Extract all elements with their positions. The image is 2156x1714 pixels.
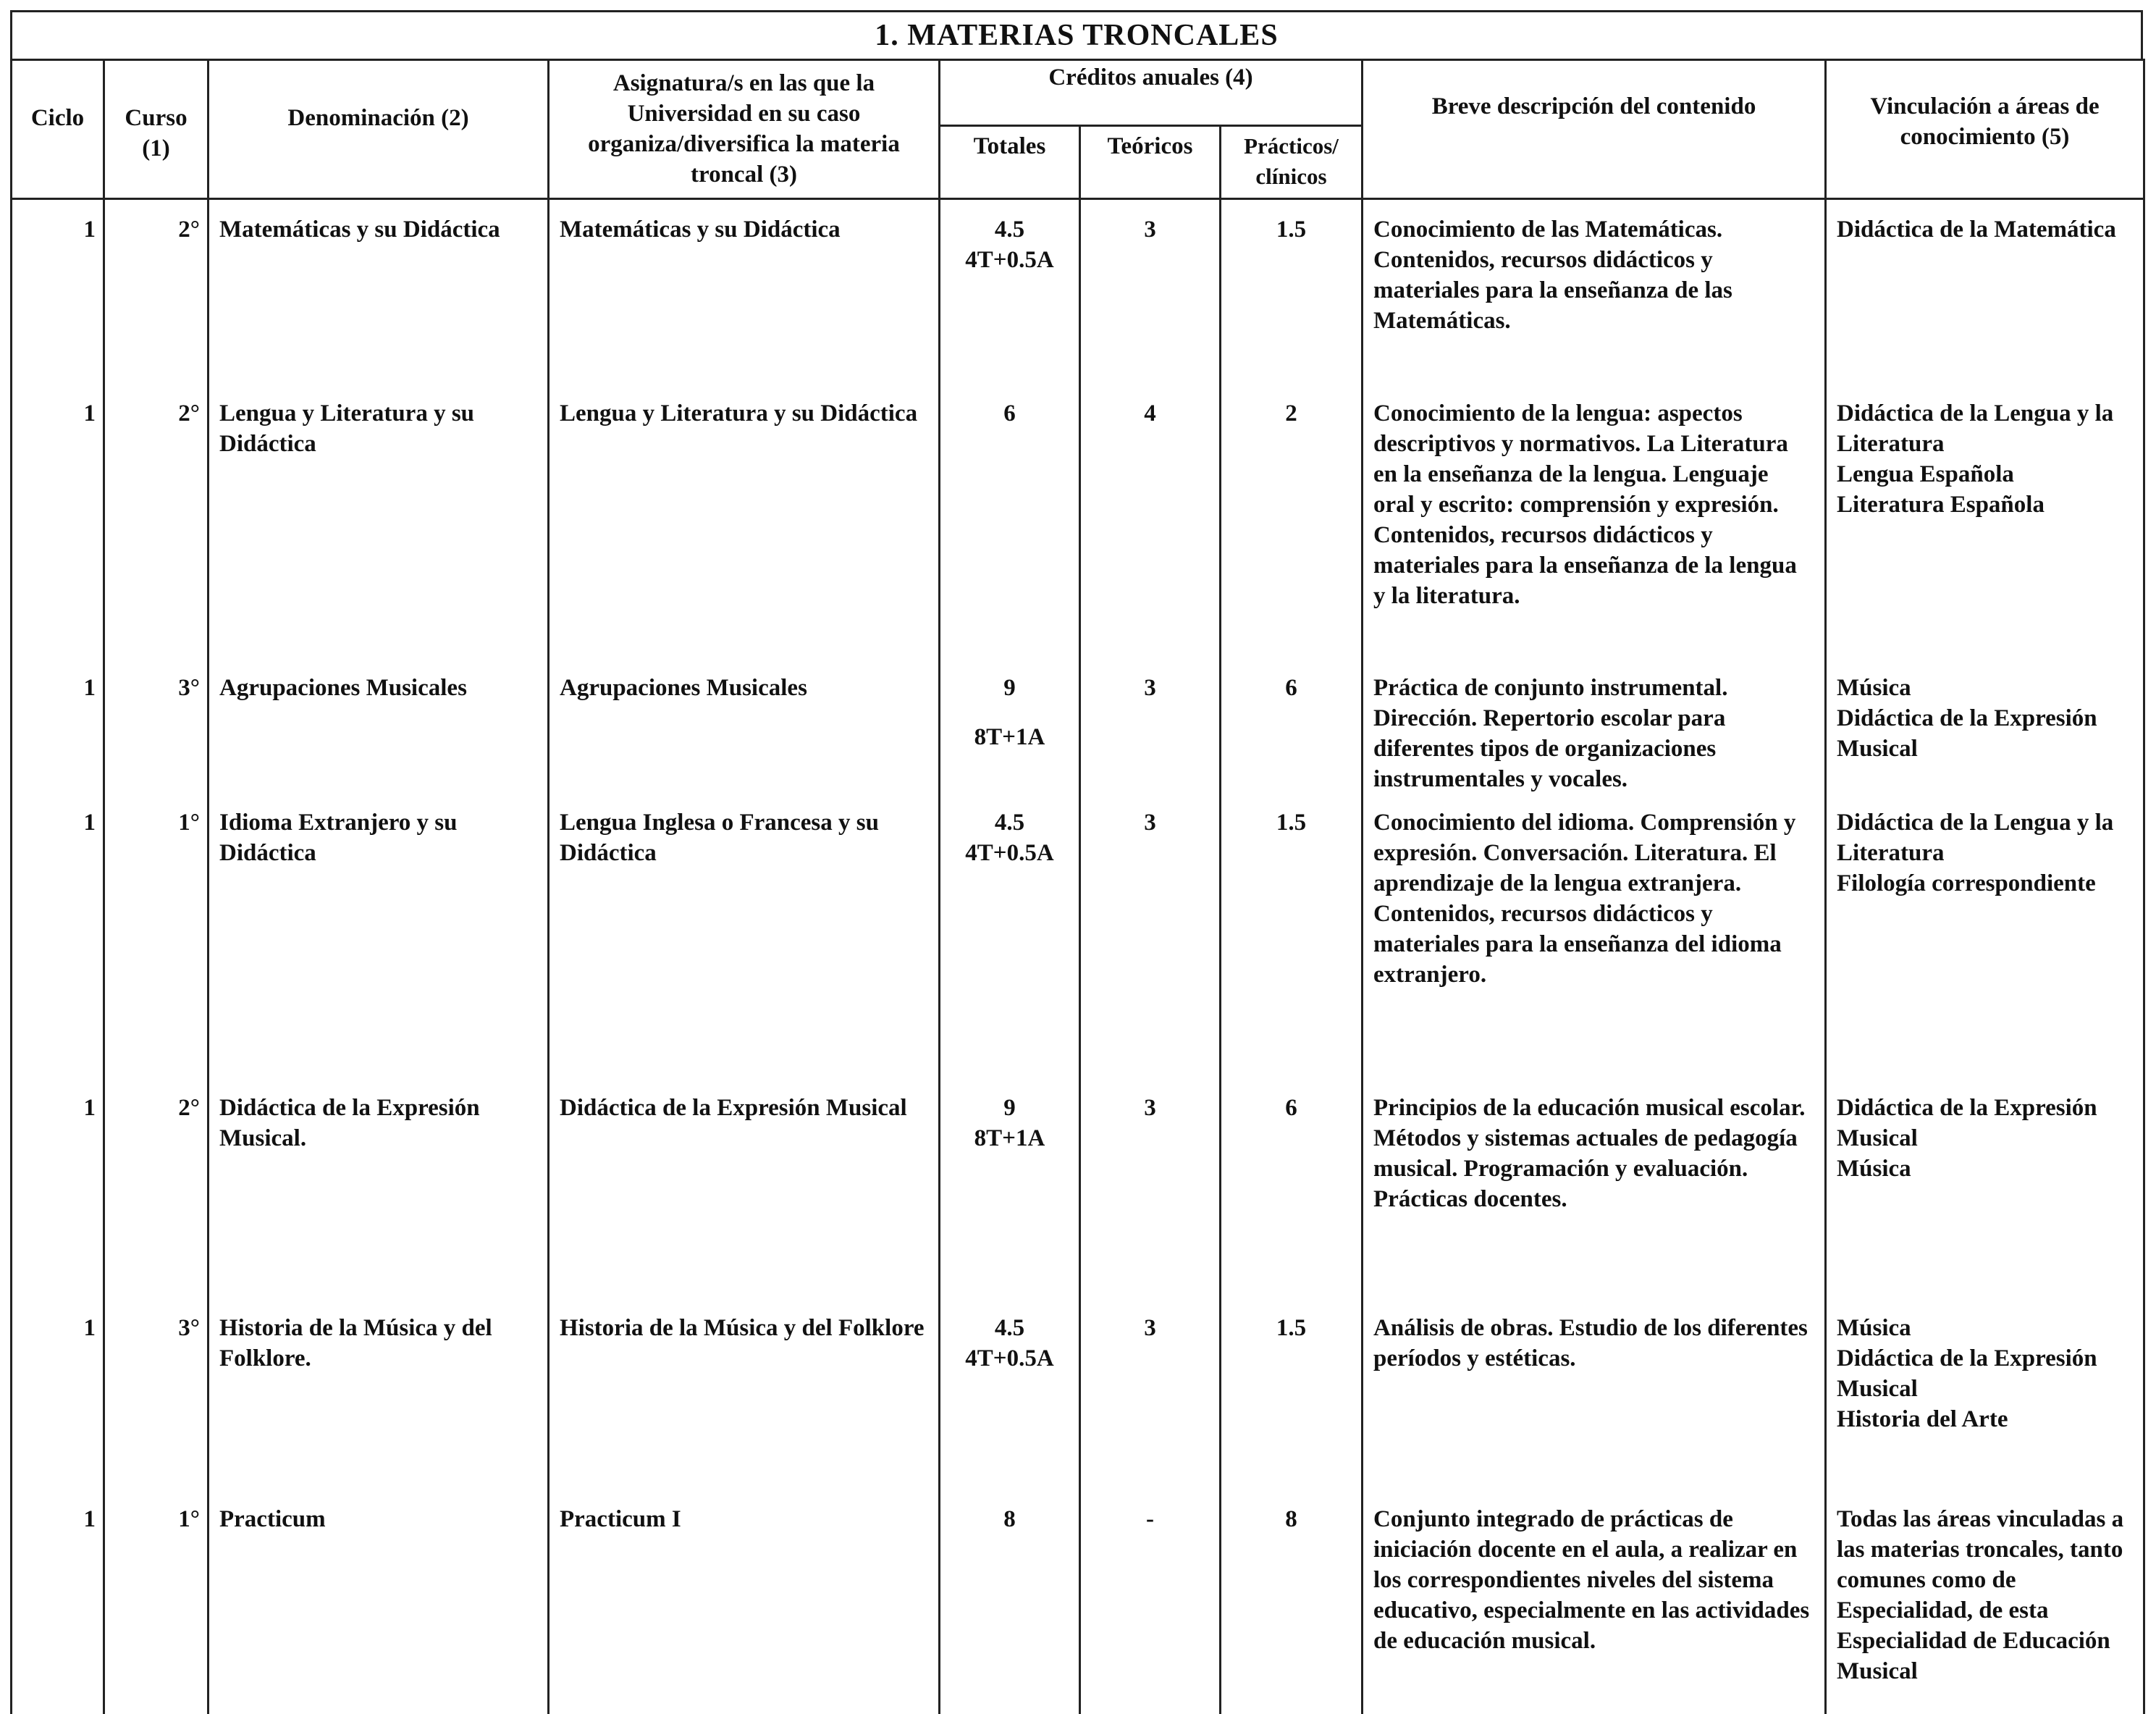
cell-denominacion: Didáctica de la Expresión Musical. (209, 1083, 549, 1303)
cell-ciclo: 1 (12, 1083, 104, 1303)
cell-descripcion: Conocimiento del idioma. Comprensión y expresión. Conversación. Literatura. El aprendizaje de la lengua extranjera. Contenidos, recursos didácticos y materiales para la enseñanza del idioma extranjero. (1363, 797, 1826, 1083)
cell-asignatura: Matemáticas y su Didáctica (549, 199, 940, 389)
cell-practicos: 8 (1221, 1494, 1363, 1714)
cell-teoricos: 3 (1080, 663, 1221, 797)
cell-totales (940, 663, 1080, 797)
cell-ciclo: 1 (12, 388, 104, 663)
cell-teoricos: 3 (1080, 797, 1221, 1083)
cell-denominacion: Idioma Extranjero y su Didáctica (209, 797, 549, 1083)
cell-teoricos: - (1080, 1494, 1221, 1714)
table-row (12, 663, 2144, 797)
cell-practicos: 1.5 (1221, 199, 1363, 389)
table-row (12, 388, 2144, 663)
cell-teoricos: 3 (1080, 199, 1221, 389)
totales-value: 4.5 (994, 810, 1025, 836)
totales-detalle: 4T+0.5A (965, 840, 1054, 866)
cell-descripcion: Conocimiento de las Matemáticas. Contenidos, recursos didácticos y materiales para la enseñanza de las Matemáticas. (1363, 199, 1826, 389)
cell-descripcion: Conjunto integrado de prácticas de iniciación docente en el aula, a realizar en los correspondientes niveles del sistema educativo, especialmente en las actividades de educación musical. (1363, 1494, 1826, 1714)
cell-practicos: 2 (1221, 388, 1363, 663)
cell-asignatura: Lengua Inglesa o Francesa y su Didáctica (549, 797, 940, 1083)
cell-vinculacion: Música Didáctica de la Expresión Musical Historia del Arte (1826, 1303, 2144, 1494)
cell-vinculacion: Didáctica de la Lengua y la Literatura Filología correspondiente (1826, 797, 2144, 1083)
cell-vinculacion: Didáctica de la Lengua y la Literatura Lengua Española Literatura Española (1826, 388, 2144, 663)
header-asignatura: Asignatura/s en las que la Universidad en su caso organiza/diversifica la materia troncal (3) (549, 60, 940, 199)
cell-asignatura: Historia de la Música y del Folklore (549, 1303, 940, 1494)
cell-practicos: 6 (1221, 1083, 1363, 1303)
cell-descripcion: Práctica de conjunto instrumental. Dirección. Repertorio escolar para diferentes tipos de organizaciones instrumentales y vocales. (1363, 663, 1826, 797)
table-row (12, 797, 2144, 1083)
header-creditos: Créditos anuales (4) (940, 60, 1363, 126)
cell-totales (940, 1494, 1080, 1714)
totales-detalle: 4T+0.5A (965, 247, 1054, 273)
cell-teoricos: 3 (1080, 1303, 1221, 1494)
cell-curso: 1° (104, 1494, 209, 1714)
cell-practicos: 6 (1221, 663, 1363, 797)
cell-practicos: 1.5 (1221, 797, 1363, 1083)
cell-denominacion: Historia de la Música y del Folklore. (209, 1303, 549, 1494)
cell-vinculacion: Didáctica de la Matemática (1826, 199, 2144, 389)
cell-curso: 2° (104, 199, 209, 389)
header-vinculacion: Vinculación a áreas de conocimiento (5) (1826, 60, 2144, 199)
cell-ciclo: 1 (12, 663, 104, 797)
cell-denominacion: Practicum (209, 1494, 549, 1714)
totales-value: 4.5 (994, 217, 1025, 243)
cell-practicos: 1.5 (1221, 1303, 1363, 1494)
cell-vinculacion: Todas las áreas vinculadas a las materias troncales, tanto comunes como de Especialidad, de esta Especialidad de Educación Musical (1826, 1494, 2144, 1714)
page-title: 1. MATERIAS TRONCALES (10, 10, 2143, 61)
cell-teoricos: 4 (1080, 388, 1221, 663)
cell-descripcion: Análisis de obras. Estudio de los diferentes períodos y estéticas. (1363, 1303, 1826, 1494)
header-denominacion: Denominación (2) (209, 60, 549, 199)
header-practicos: Prácticos/ clínicos (1221, 126, 1363, 199)
cell-asignatura: Practicum I (549, 1494, 940, 1714)
materias-table (10, 59, 2145, 1714)
table-row (12, 199, 2144, 389)
cell-descripcion: Principios de la educación musical escolar. Métodos y sistemas actuales de pedagogía musical. Programación y evaluación. Prácticas docentes. (1363, 1083, 1826, 1303)
cell-denominacion: Agrupaciones Musicales (209, 663, 549, 797)
totales-value: 4.5 (994, 1315, 1025, 1341)
cell-totales (940, 199, 1080, 389)
cell-totales (940, 1303, 1080, 1494)
cell-teoricos: 3 (1080, 1083, 1221, 1303)
cell-curso: 2° (104, 1083, 209, 1303)
cell-denominacion: Lengua y Literatura y su Didáctica (209, 388, 549, 663)
document-page (10, 10, 2144, 1684)
cell-ciclo: 1 (12, 797, 104, 1083)
cell-curso: 2° (104, 388, 209, 663)
cell-asignatura: Agrupaciones Musicales (549, 663, 940, 797)
cell-curso: 3° (104, 1303, 209, 1494)
cell-ciclo: 1 (12, 1494, 104, 1714)
cell-denominacion: Matemáticas y su Didáctica (209, 199, 549, 389)
cell-totales (940, 388, 1080, 663)
totales-detalle: 8T+1A (974, 1125, 1045, 1151)
cell-curso: 1° (104, 797, 209, 1083)
table-row (12, 1083, 2144, 1303)
totales-value: 6 (1003, 400, 1016, 427)
totales-detalle: 4T+0.5A (965, 1345, 1054, 1371)
cell-totales (940, 797, 1080, 1083)
cell-vinculacion: Música Didáctica de la Expresión Musical (1826, 663, 2144, 797)
header-ciclo: Ciclo (12, 60, 104, 199)
cell-ciclo: 1 (12, 1303, 104, 1494)
totales-detalle: 8T+1A (974, 724, 1045, 750)
cell-ciclo: 1 (12, 199, 104, 389)
totales-value: 8 (1003, 1506, 1016, 1532)
cell-asignatura: Didáctica de la Expresión Musical (549, 1083, 940, 1303)
cell-asignatura: Lengua y Literatura y su Didáctica (549, 388, 940, 663)
totales-value: 9 (1003, 675, 1016, 701)
cell-curso: 3° (104, 663, 209, 797)
header-descripcion: Breve descripción del contenido (1363, 60, 1826, 199)
totales-value: 9 (1003, 1095, 1016, 1121)
cell-vinculacion: Didáctica de la Expresión Musical Música (1826, 1083, 2144, 1303)
header-curso: Curso (1) (104, 60, 209, 199)
table-row (12, 1303, 2144, 1494)
table-row (12, 1494, 2144, 1714)
cell-totales (940, 1083, 1080, 1303)
header-teoricos: Teóricos (1080, 126, 1221, 199)
cell-descripcion: Conocimiento de la lengua: aspectos descriptivos y normativos. La Literatura en la enseñanza de la lengua. Lenguaje oral y escrito: comprensión y expresión. Contenidos, recursos didácticos y materiales para la enseñanza de la lengua y la literatura. (1363, 388, 1826, 663)
header-totales: Totales (940, 126, 1080, 199)
